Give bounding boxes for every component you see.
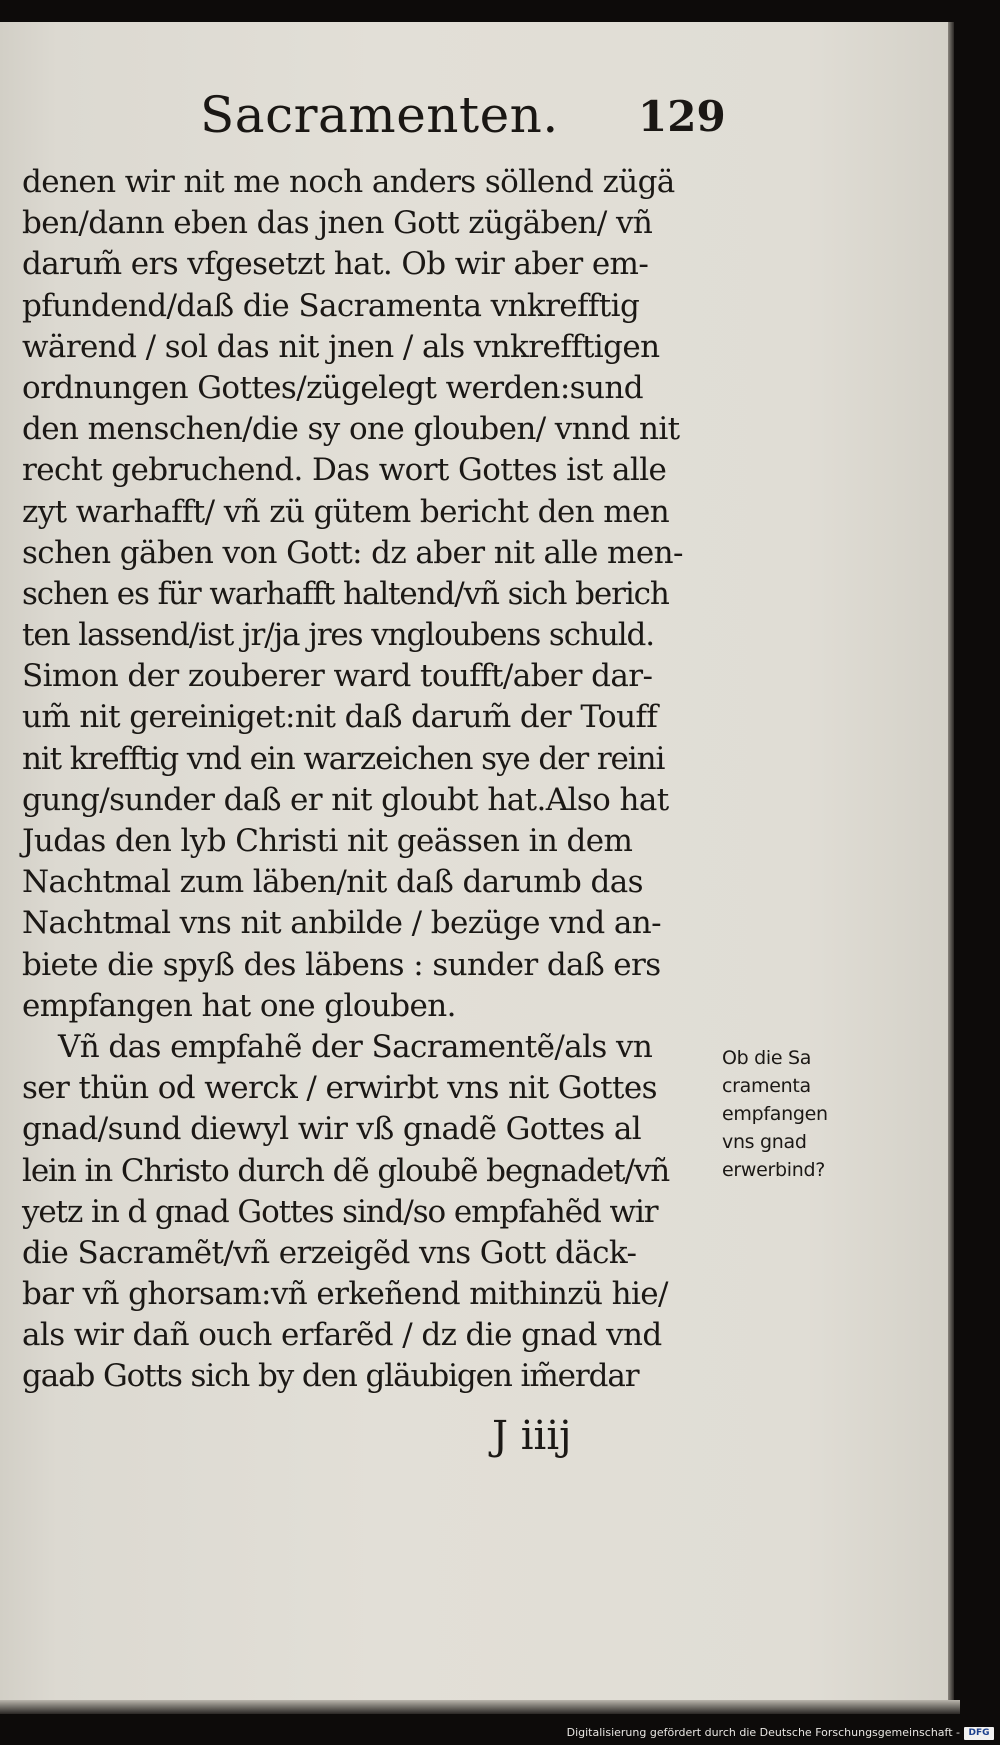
text-line: gaab Gotts sich by den gläubigen im̃erdar [22, 1358, 639, 1395]
page-bottom-shadow [0, 1700, 960, 1714]
text-line: als wir dañ ouch erfarẽd / dz die gnad vnd [22, 1317, 662, 1354]
text-line: wärend / sol das nit jnen / als vnkrefftigen [22, 328, 660, 365]
text-line: Vñ das empfahẽ der Sacramentẽ/als vn [58, 1028, 653, 1065]
text-line: die Sacramẽt/vñ erzeigẽd vns Gott däck- [22, 1234, 637, 1271]
gloss-line: erwerbind? [722, 1159, 826, 1181]
text-line: den menschen/die sy one glouben/ vnnd nit [22, 411, 680, 448]
running-head: Sacramenten. [200, 86, 559, 144]
page-header [0, 86, 948, 156]
text-line: Nachtmal vns nit anbilde / bezüge vnd an- [22, 905, 661, 942]
text-line: bar vñ ghorsam:vñ erkeñend mithinzü hie/ [22, 1276, 668, 1313]
text-line: ordnungen Gottes/zügelegt werden:sund [22, 369, 643, 406]
digitization-credit: Digitalisierung gefördert durch die Deutsche Forschungsgemeinschaft - [566, 1726, 960, 1739]
text-line: ser thün od werck / erwirbt vns nit Gottes [22, 1070, 657, 1107]
text-line: biete die spyß des läbens : sunder daß ers [22, 946, 661, 983]
signature-mark: J iiij [492, 1413, 572, 1459]
text-line: denen wir nit me noch anders söllend zügä [22, 164, 675, 200]
marginal-gloss [722, 1044, 872, 1184]
text-line: ben/dann eben das jnen Gott zügäben/ vñ [22, 205, 653, 242]
gloss-line: empfangen [722, 1103, 828, 1125]
text-line: nit krefftig vnd ein warzeichen sye der reini [22, 740, 665, 777]
text-line: gung/sunder daß er nit gloubt hat.Also hat [22, 781, 669, 818]
text-line: Nachtmal zum läben/nit daß darumb das [22, 864, 643, 901]
text-line: zyt warhafft/ vñ zü gütem bericht den men [22, 493, 670, 530]
gloss-line: vns gnad [722, 1131, 807, 1153]
main-text-block [22, 162, 722, 1398]
text-line: Judas den lyb Christi nit geässen in dem [22, 823, 633, 859]
text-line: lein in Christo durch dẽ gloubẽ begnadet/vñ [22, 1152, 670, 1189]
text-line: pfundend/daß die Sacramenta vnkrefftig [22, 287, 640, 324]
dfg-logo: DFG [964, 1727, 994, 1740]
gloss-line: Ob die Sa [722, 1047, 812, 1069]
text-line: gnad/sund diewyl wir vß gnadẽ Gottes al [22, 1111, 642, 1148]
text-line: empfangen hat one glouben. [22, 987, 456, 1024]
page-edge-shadow [948, 22, 954, 1712]
gloss-line: cramenta [722, 1075, 811, 1097]
text-line: yetz in d gnad Gottes sind/so empfahẽd wir [22, 1193, 658, 1230]
text-line: schen es für warhafft haltend/vñ sich berich [22, 575, 669, 612]
page-number: 129 [638, 92, 726, 141]
text-line: recht gebruchend. Das wort Gottes ist alle [22, 452, 667, 489]
text-line: um̃ nit gereiniget:nit daß darum̃ der Touff [22, 699, 658, 736]
text-line: Simon der zouberer ward toufft/aber dar- [22, 658, 653, 695]
text-line: darum̃ ers vfgesetzt hat. Ob wir aber em- [22, 246, 649, 283]
text-line: ten lassend/ist jr/ja jres vngloubens schuld. [22, 617, 655, 654]
text-line: schen gäben von Gott: dz aber nit alle men- [22, 534, 683, 571]
